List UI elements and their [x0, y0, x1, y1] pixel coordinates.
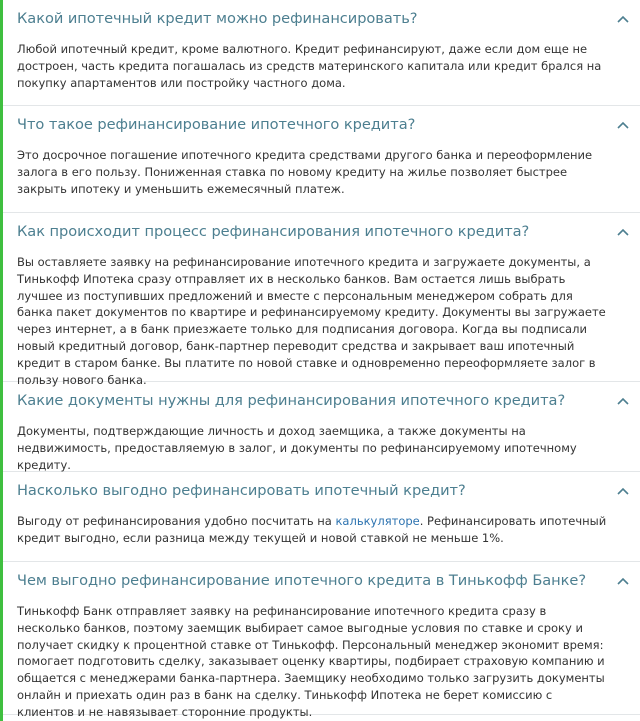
faq-answer-text: Выгоду от рефинансирования удобно посчитать на — [17, 514, 336, 528]
calculator-link[interactable]: калькуляторе — [335, 514, 420, 528]
faq-item — [3, 562, 640, 719]
faq-answer: Тинькофф Банк отправляет заявку на рефинансирование ипотечного кредита сразу в несколько банков, поэтому заемщик выбирает самое выгодные условия по ставке и сроку и получает скидку к процентной ставке от Тинькофф. Персональный менеджер экономит время: помогает подготовить сделку, заказывает оценку квартиры, подбирает страховую компанию и общается с менеджерами банка-партнера. Заемщику необходимо только загрузить документы онлайн и приехать один раз в банк на сделку. Тинькофф Ипотека не берет комиссию с клиентов и не навязывает сторонние продукты. — [17, 604, 605, 719]
faq-answer: Документы, подтверждающие личность и доход заемщика, а также документы на недвижимость, предоставляемую в залог, и документы по рефинансируемому ипотечному кредиту. — [17, 424, 577, 472]
faq-question[interactable]: Что такое рефинансирование ипотечного кредита? — [17, 116, 416, 133]
chevron-up-icon[interactable] — [616, 391, 630, 411]
faq-item — [3, 213, 640, 387]
faq-answer: Любой ипотечный кредит, кроме валютного. Кредит рефинансируют, даже если дом еще не достроен, часть кредита погашалась из средств материнского капитала или кредит брался на покупку апартаментов или постройку частного дома. — [17, 42, 602, 90]
faq-answer — [3, 501, 640, 547]
faq-question[interactable]: Как происходит процесс рефинансирования ипотечного кредита? — [17, 223, 530, 240]
faq-answer: Это досрочное погашение ипотечного кредита средствами другого банка и переоформление залога в его пользу. Пониженная ставка по новому кредиту на жилье позволяет быстрее закрыть ипотеку и уменьшить ежемесячный платеж. — [17, 148, 593, 196]
faq-question-header[interactable] — [3, 562, 640, 591]
faq-question-header[interactable] — [3, 382, 640, 411]
chevron-up-icon[interactable] — [616, 481, 630, 501]
faq-answer-text: . Рефинансировать ипотечный кредит выгодно, если разница между текущей и новой ставкой не меньше 1%. — [17, 514, 607, 545]
faq-item — [3, 472, 640, 562]
faq-item — [3, 0, 640, 106]
faq-question-header[interactable] — [3, 472, 640, 501]
faq-question[interactable]: Какие документы нужны для рефинансирования ипотечного кредита? — [17, 392, 566, 409]
faq-question[interactable]: Какой ипотечный кредит можно рефинансировать? — [17, 10, 418, 27]
faq-question[interactable]: Чем выгодно рефинансирование ипотечного кредита в Тинькофф Банке? — [17, 572, 587, 589]
faq-item — [3, 106, 640, 213]
faq-item — [3, 382, 640, 472]
chevron-up-icon[interactable] — [616, 222, 630, 242]
chevron-up-icon[interactable] — [616, 9, 630, 29]
faq-answer: Вы оставляете заявку на рефинансирование ипотечного кредита и загружаете документы, а Тинькофф Ипотека сразу отправляет их в несколько банков. Вам остается лишь выбрать лучшее из поступивших предложений и вместе с персональным менеджером собрать для банка пакет документов по квартире и рефинансируемому кредиту. Документы вы загружаете через интернет, а в банк приезжаете только для подписания договора. Когда вы подписали новый кредитный договор, банк-партнер переводит средства и закрывает ваш ипотечный кредит в старом банке. Вы платите по новой ставке и одновременно переоформляете залог в пользу нового банка. — [17, 255, 606, 387]
chevron-up-icon[interactable] — [616, 115, 630, 135]
chevron-up-icon[interactable] — [616, 571, 630, 591]
faq-question-header[interactable] — [3, 106, 640, 135]
faq-question[interactable]: Насколько выгодно рефинансировать ипотечный кредит? — [17, 482, 466, 499]
faq-question-header[interactable] — [3, 213, 640, 242]
faq-question-header[interactable] — [3, 0, 640, 29]
